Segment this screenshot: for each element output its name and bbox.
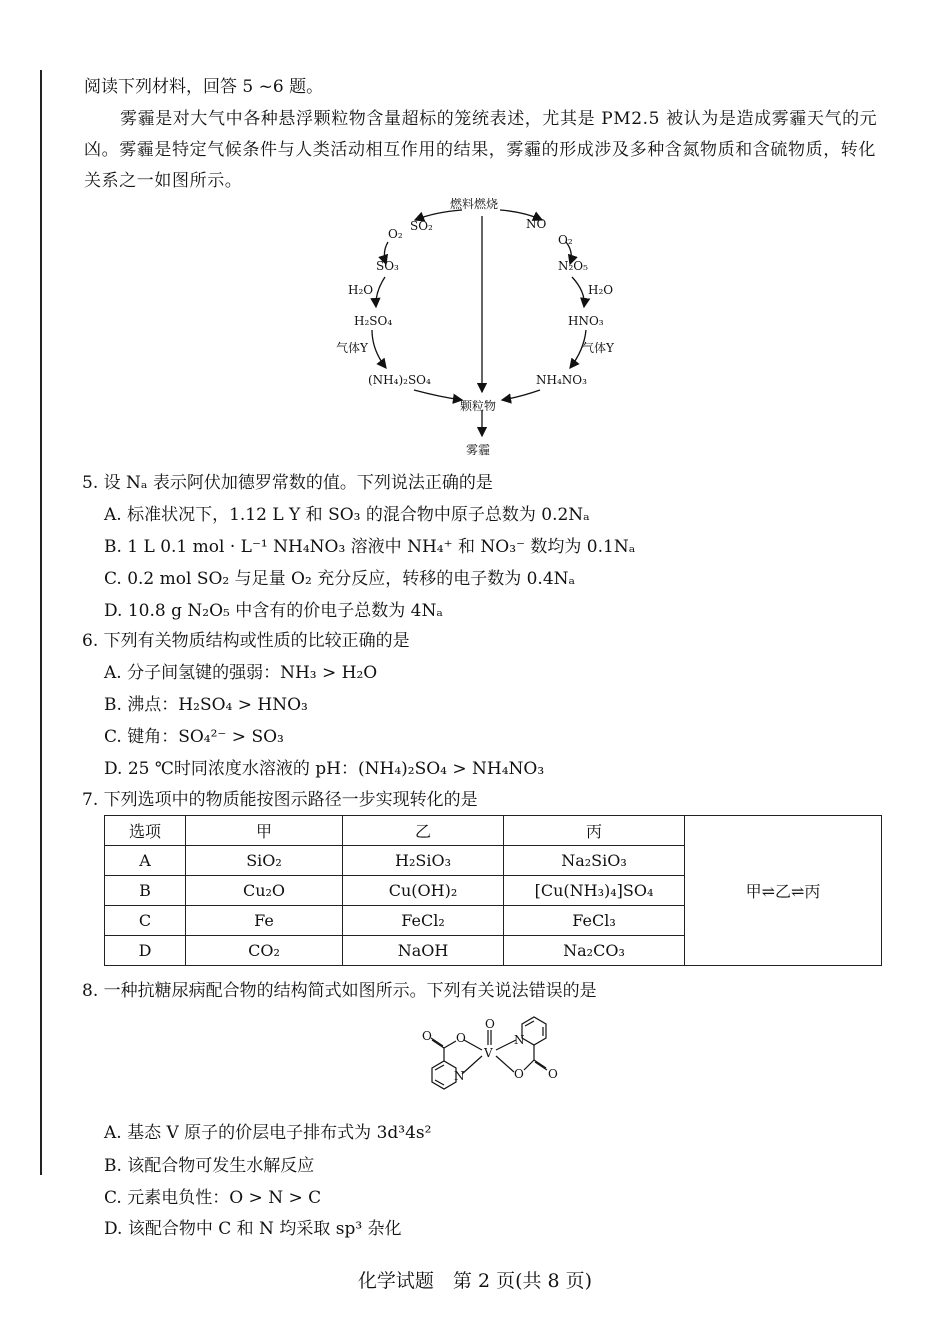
atom-o: O (514, 1067, 524, 1081)
q6-option-c: C. 键角：SO₄²⁻ > SO₃ (104, 727, 284, 747)
node-n2o5: N₂O₅ (558, 259, 588, 273)
table-row: D CO₂ NaOH Na₂CO₃ (105, 936, 882, 966)
header-option: 选项 (105, 816, 186, 846)
margin-binding-line (40, 70, 42, 1175)
q5-option-a: A. 标准状况下，1.12 L Y 和 SO₃ 的混合物中原子总数为 0.2Nₐ (104, 505, 590, 525)
label-o2-left: O₂ (388, 227, 403, 241)
vanadium-complex-structure (410, 1010, 580, 1110)
label-gas-y-left: 气体Y (336, 341, 368, 355)
node-fuel-combustion: 燃料燃烧 (450, 197, 499, 211)
node-so2: SO₂ (410, 219, 433, 233)
header-bing: 丙 (504, 816, 685, 846)
label-gas-y-right: 气体Y (582, 341, 614, 355)
atom-n: N (454, 1069, 465, 1083)
atom-o: O (485, 1017, 495, 1031)
q5-option-c: C. 0.2 mol SO₂ 与足量 O₂ 充分反应，转移的电子数为 0.4Nₐ (104, 569, 576, 589)
node-no: NO (526, 217, 547, 231)
node-haze: 雾霾 (466, 443, 491, 457)
node-h2so4: H₂SO₄ (354, 314, 393, 328)
q7-stem: 7. 下列选项中的物质能按图示路径一步实现转化的是 (82, 790, 478, 810)
q6-option-d: D. 25 ℃时同浓度水溶液的 pH：(NH₄)₂SO₄ > NH₄NO₃ (104, 759, 545, 779)
conversion-path (685, 816, 882, 966)
haze-passage: 雾霾是对大气中各种悬浮颗粒物含量超标的笼统表述，尤其是 PM2.5 被认为是造成雾霾天气的元凶。雾霾是特定气候条件与人类活动相互作用的结果，雾霾的形成涉及多种含氮物质和含硫物质，转化关系之一如图所示。 (84, 109, 878, 191)
atom-v: V (484, 1046, 493, 1060)
table-row: A SiO₂ H₂SiO₃ Na₂SiO₃ (105, 846, 882, 876)
q8-option-a: A. 基态 V 原子的价层电子排布式为 3d³4s² (104, 1123, 432, 1143)
label-h2o-right: H₂O (588, 283, 614, 297)
table-row: B Cu₂O Cu(OH)₂ [Cu(NH₃)₄]SO₄ (105, 876, 882, 906)
haze-conversion-diagram (330, 192, 640, 462)
q8-option-b: B. 该配合物可发生水解反应 (104, 1156, 315, 1176)
atom-o: O (456, 1031, 466, 1045)
atom-o: O (422, 1029, 432, 1043)
conversion-path-text: 甲⇌乙⇌丙 (745, 882, 821, 901)
label-o2-right: O₂ (558, 233, 573, 247)
node-particles: 颗粒物 (460, 399, 497, 413)
table-header-row (105, 816, 882, 846)
header-yi: 乙 (343, 816, 504, 846)
node-so3: SO₃ (376, 259, 399, 273)
q8-stem: 8. 一种抗糖尿病配合物的结构简式如图所示。下列有关说法错误的是 (82, 981, 597, 1001)
q8-option-d: D. 该配合物中 C 和 N 均采取 sp³ 杂化 (104, 1219, 402, 1239)
q5-option-d: D. 10.8 g N₂O₅ 中含有的价电子总数为 4Nₐ (104, 601, 443, 621)
q8-option-c: C. 元素电负性：O > N > C (104, 1188, 322, 1208)
atom-o: O (548, 1067, 558, 1081)
table-row: C Fe FeCl₂ FeCl₃ (105, 906, 882, 936)
q5-stem: 5. 设 Nₐ 表示阿伏加德罗常数的值。下列说法正确的是 (82, 473, 493, 493)
node-hno3: HNO₃ (568, 314, 604, 328)
q7-table (104, 815, 882, 966)
q5-option-b: B. 1 L 0.1 mol · L⁻¹ NH₄NO₃ 溶液中 NH₄⁺ 和 NO₃⁻ 数均为 0.1Nₐ (104, 537, 636, 557)
label-h2o-left: H₂O (348, 283, 374, 297)
q6-option-b: B. 沸点：H₂SO₄ > HNO₃ (104, 695, 308, 715)
header-jia: 甲 (186, 816, 343, 846)
q6-option-a: A. 分子间氢键的强弱：NH₃ > H₂O (104, 663, 378, 683)
node-nh4no3: NH₄NO₃ (536, 373, 587, 387)
node-nh4-2so4: (NH₄)₂SO₄ (368, 373, 431, 387)
atom-n: N (514, 1033, 525, 1047)
page-footer: 化学试题 第 2 页(共 8 页) (357, 1270, 593, 1292)
reading-intro: 阅读下列材料，回答 5 ~6 题。 (84, 77, 324, 97)
q6-stem: 6. 下列有关物质结构或性质的比较正确的是 (82, 631, 410, 651)
